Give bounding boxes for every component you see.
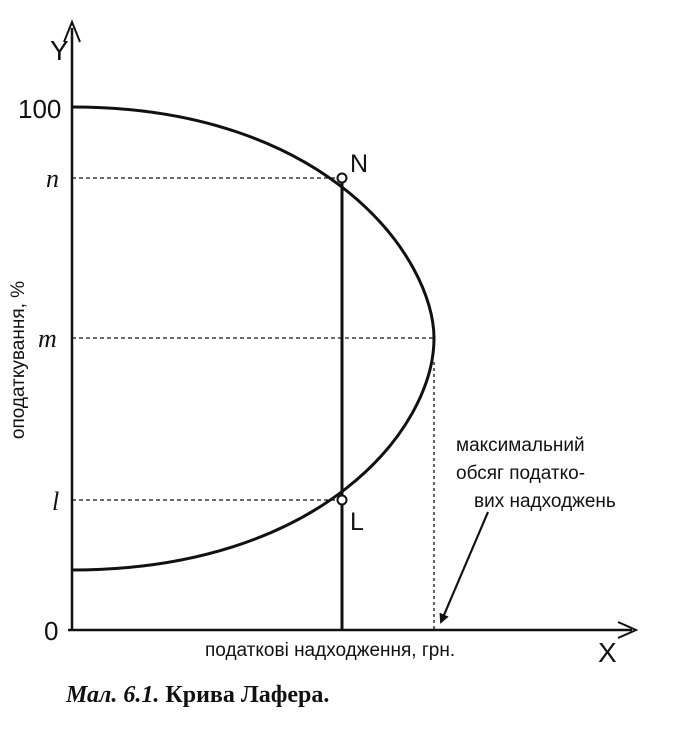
point-n [338,174,347,183]
point-n-label: N [350,150,369,178]
annotation-arrow [441,512,488,622]
y-tick-l: l [52,487,60,516]
laffer-curve [72,107,434,570]
caption-lead: Мал. 6.1. [66,682,160,708]
y-tick-m: m [38,324,57,353]
x-axis-label: податкові надходження, грн. [205,640,456,661]
y-axis-symbol: Y [50,35,69,66]
point-l-label: L [350,508,364,536]
caption-text: Крива Лафера. [165,682,330,708]
annotation-line-2: обсяг податко- [456,463,586,484]
y-axis-label: оподаткування, % [8,280,29,440]
figure-caption [66,682,329,709]
point-l [338,496,347,505]
y-tick-100: 100 [18,94,62,124]
y-tick-0: 0 [44,616,59,646]
annotation-line-3: вих надходжень [474,491,616,512]
annotation-line-1: максимальний [456,435,585,456]
x-axis-symbol: X [598,637,617,668]
y-tick-n: n [46,164,59,193]
